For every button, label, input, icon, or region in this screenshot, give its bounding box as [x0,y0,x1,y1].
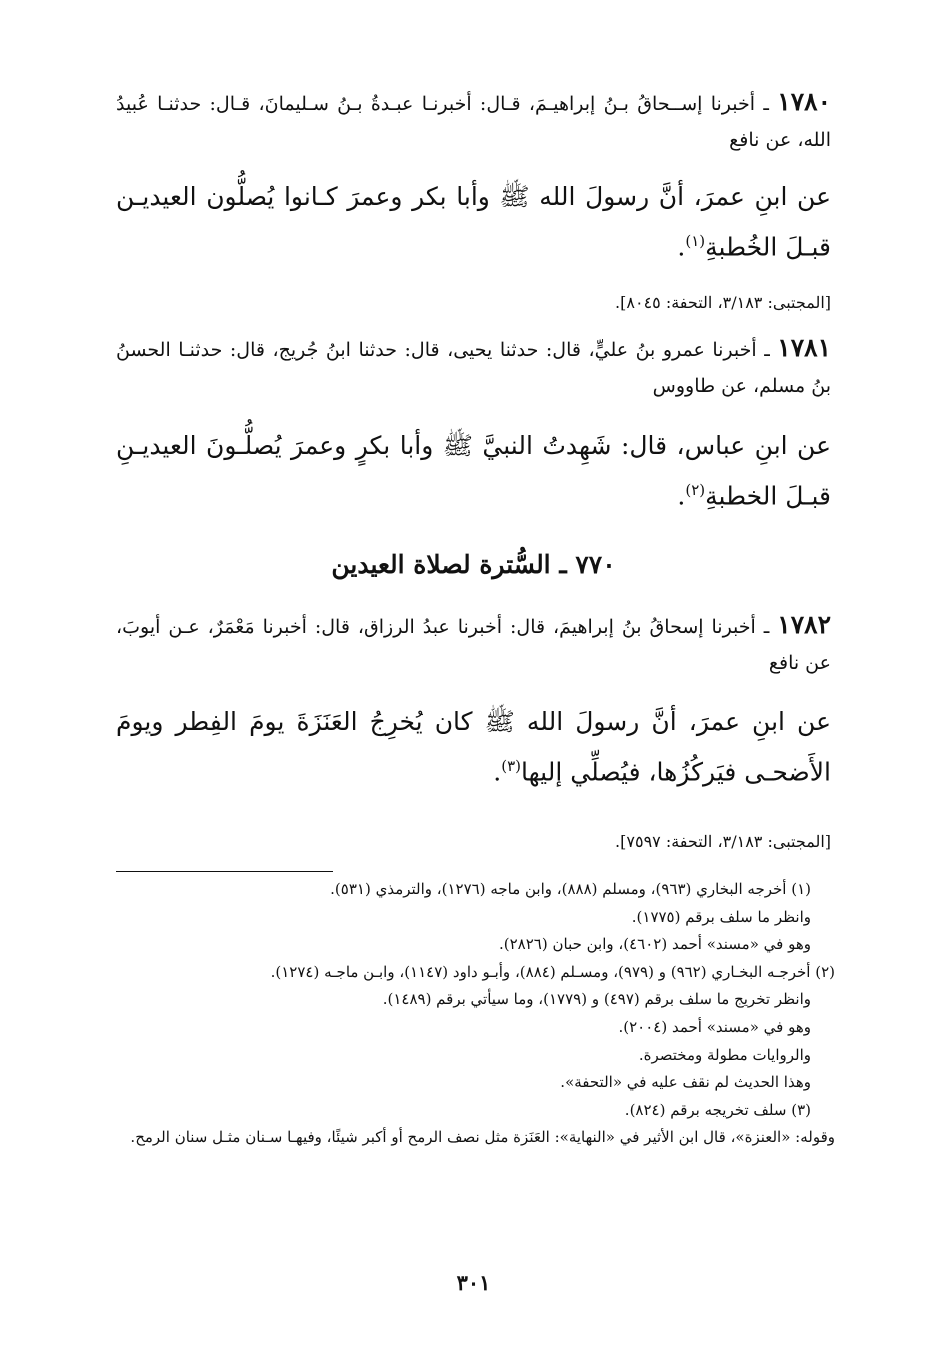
footnote-marker-2[interactable]: (٢) [685,481,706,499]
footnote-separator [116,871,333,872]
hadith-1780-isnad [109,84,831,158]
footnote-2-line: والروايات مطولة ومختصرة. [638,1045,811,1064]
hadith-1781-matn [108,424,831,518]
hadith-1782-reference: [المجتبى: ٣/١٨٣، التحفة: ٧٥٩٧]. [615,832,831,851]
hadith-1781-isnad [109,330,831,404]
footnote-2-line: وهذا الحديث لم نقف عليه في «التحفة». [560,1073,811,1092]
footnote-marker-1[interactable]: (١) [685,232,706,250]
footnote-3-line: (٣) سلف تخريجه برقم (٨٢٤). [624,1100,811,1119]
hadith-1780-matn-text: عن ابنِ عمرَ، أنَّ رسولَ الله ﷺ وأبا بكر وعمرَ كـانوا يُصلُّون العيديـن قبـلَ الخُطبةِ [108,182,831,262]
footnote-1-line: (١) أخرجه البخاري (٩٦٣)، ومسلم (٨٨٨)، وابن ماجه (١٢٧٦)، والترمذي (٥٣١). [330,880,811,898]
footnote-2-line: وانظر تخريج ما سلف برقم (٤٩٧) و (١٧٧٩)، وما سيأتي برقم (١٤٨٩). [382,990,811,1009]
hadith-1780-reference: [المجتبى: ٣/١٨٣، التحفة: ٨٠٤٥]. [615,293,831,312]
footnote-2-line: وهو في «مسند» أحمد (٢٠٠٤). [618,1017,811,1036]
hadith-1780-end-mark: . [677,232,686,262]
hadith-1781-matn-text: عن ابنِ عباس، قال: شَهِدتُ النبيَّ ﷺ وأبا بكرٍ وعمرَ يُصلُّـونَ العيديـنِ قبـلَ الخطبةِ [108,431,831,511]
footnote-3-line: وقوله: «العنزة»، قال ابن الأثير في «النهاية»: العَنَزة مثل نصف الرمح أو أكبر شيئًا، وفيهـا سـنان مثـل سنان الرمح. [130,1128,835,1147]
hadith-1780-isnad-text: ـ أخبرنا إســحاقُ بـنُ إبراهيـمَ، قـال: أخبرنـا عبـدةُ بـنُ سـليمانَ، قـال: حدثنـا عُبيدُ الله، عن نافع [109,93,831,151]
hadith-1781-end-mark: . [677,481,686,511]
chapter-heading: ٧٧٠ ـ السُّترة لصلاة العيدين [331,550,616,579]
hadith-1782-isnad [109,607,831,681]
footnote-marker-3[interactable]: (٣) [501,757,522,775]
hadith-1782-end-mark: . [493,757,502,787]
footnote-2-line: (٢) أخرجـه البخـاري (٩٦٢) و (٩٧٩)، ومسـلم (٨٨٤)، وأبـو داود (١١٤٧)، وابـن ماجـه (١٢٧٤). [270,962,835,981]
hadith-1780-number: ١٧٨٠ [777,87,831,116]
page-number: ٣٠١ [456,1270,491,1295]
footnote-1-line: وهو في «مسند» أحمد (٤٦٠٢)، وابن حبان (٢٨٢٦). [499,935,811,954]
hadith-1782-isnad-text: ـ أخبرنا إسحاقُ بنُ إبراهيمَ، قال: أخبرنا عبدُ الرزاق، قال: أخبرنا مَعْمَرٌ، عـن أيوبَ، عن نافع [109,616,831,674]
hadith-1780-matn [108,175,831,269]
hadith-1781-isnad-text: ـ أخبرنا عمرو بنُ عليٍّ، قال: حدثنا يحيى، قال: حدثنا ابنُ جُريج، قال: حدثنـا الحسنُ بنُ مسلم، عن طاووس [109,339,831,397]
hadith-1781-number: ١٧٨١ [777,333,831,362]
footnotes [115,876,835,1152]
footnote-1-line: وانظر ما سلف برقم (١٧٧٥). [631,907,811,926]
hadith-1782-number: ١٧٨٢ [777,610,831,639]
hadith-1782-matn-text: عن ابنِ عمرَ، أنَّ رسولَ الله ﷺ كان يُخرِجُ العَنَزَةَ يومَ الفِطر ويومَ الأَضحـى فيَركُزُها، فيُصلِّي إليها [108,707,831,787]
hadith-1782-matn [108,700,831,794]
